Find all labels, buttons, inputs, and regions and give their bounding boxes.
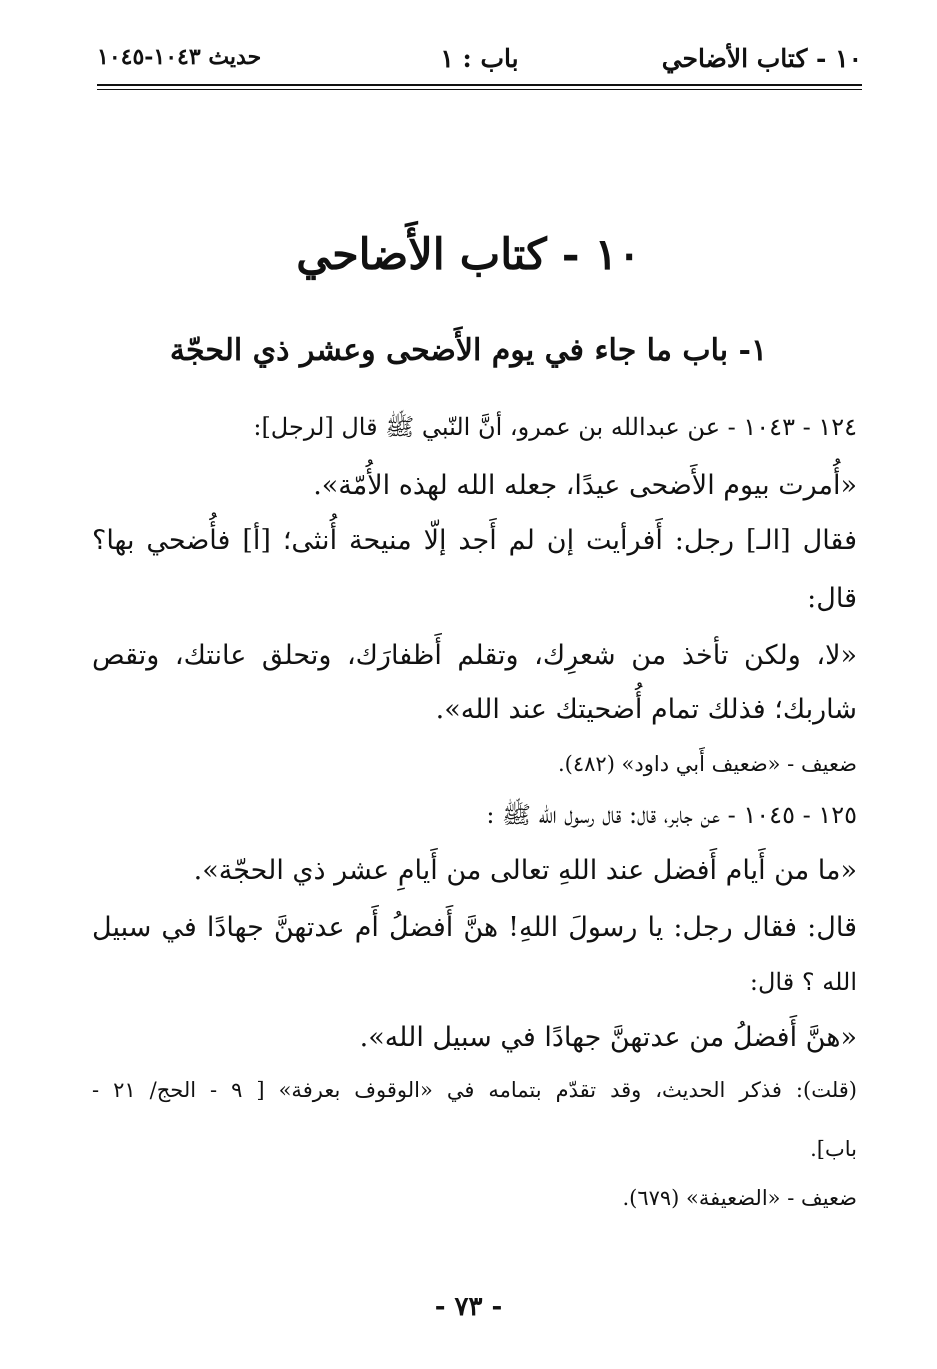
header-hadith-range: حديث ١٠٤٣-١٠٤٥ bbox=[97, 44, 262, 70]
hadith-124-intro: ١٢٤ - ١٠٤٣ - عن عبدالله بن عمرو، أنَّ النّبي ﷺ قال [لرجل]: bbox=[253, 413, 857, 441]
header-book-name: ١٠ - كتاب الأضاحي bbox=[661, 44, 862, 73]
running-header bbox=[97, 44, 862, 84]
book-title: ١٠ - كتاب الأَضاحي bbox=[296, 230, 641, 280]
hadith-124-qala: قال: bbox=[807, 583, 857, 614]
chapter-title: ١- باب ما جاء في يوم الأَضحى وعشر ذي الحجّة bbox=[169, 333, 768, 368]
page-number: - ٧٣ - bbox=[434, 1292, 503, 1322]
hadith-124-answer-1: «لا، ولكن تأخذ من شعرِك، وتقلم أَظفارَك، وتحلق عانتك، وتقص bbox=[92, 640, 857, 671]
hadith-124-question: فقال [الـ] رجل: أَفرأيت إن لم أَجد إلّا منيحة أُنثى؛ [أ] فأُضحي بها؟ bbox=[92, 525, 857, 556]
hadith-124-answer-2: شاربك؛ فذلك تمام أُضحيتك عند الله». bbox=[435, 694, 857, 725]
hadith-124-text: «أُمرت بيوم الأَضحى عيدًا، جعله الله لهذه الأُمّة». bbox=[313, 470, 857, 501]
hadith-125-question-2: الله ؟ قال: bbox=[749, 968, 857, 996]
hadith-125-note-1: (قلت): فذكر الحديث، وقد تقدّم بتمامه في «الوقوف بعرفة» [ ٩ - الحج/ ٢١ - bbox=[92, 1078, 858, 1102]
hadith-125-text: «ما من أَيام أَفضل عند اللهِ تعالى من أَيامِ عشر ذي الحجّة». bbox=[193, 855, 857, 886]
hadith-125-grading: ضعيف - «الضعيفة» (٦٧٩). bbox=[622, 1186, 857, 1210]
hadith-124-grading: ضعيف - «ضعيف أَبي داود» (٤٨٢). bbox=[557, 752, 857, 776]
hadith-125-note-2: باب]. bbox=[810, 1137, 857, 1161]
header-rule-thick bbox=[97, 84, 862, 86]
header-rule-thin bbox=[97, 89, 862, 90]
header-chapter-ref: باب : ١ bbox=[440, 44, 519, 73]
hadith-125-question-1: قال: فقال رجل: يا رسولَ اللهِ! هنَّ أَفضلُ أَم عدتهنَّ جهادًا في سبيل bbox=[92, 912, 857, 943]
hadith-125-answer: «هنَّ أَفضلُ من عدتهنَّ جهادًا في سبيل الله». bbox=[359, 1022, 857, 1053]
hadith-125-intro: ١٢٥ - ١٠٤٥ - عن جابر، قال: قال رسول الله ﷺ : bbox=[486, 801, 857, 829]
